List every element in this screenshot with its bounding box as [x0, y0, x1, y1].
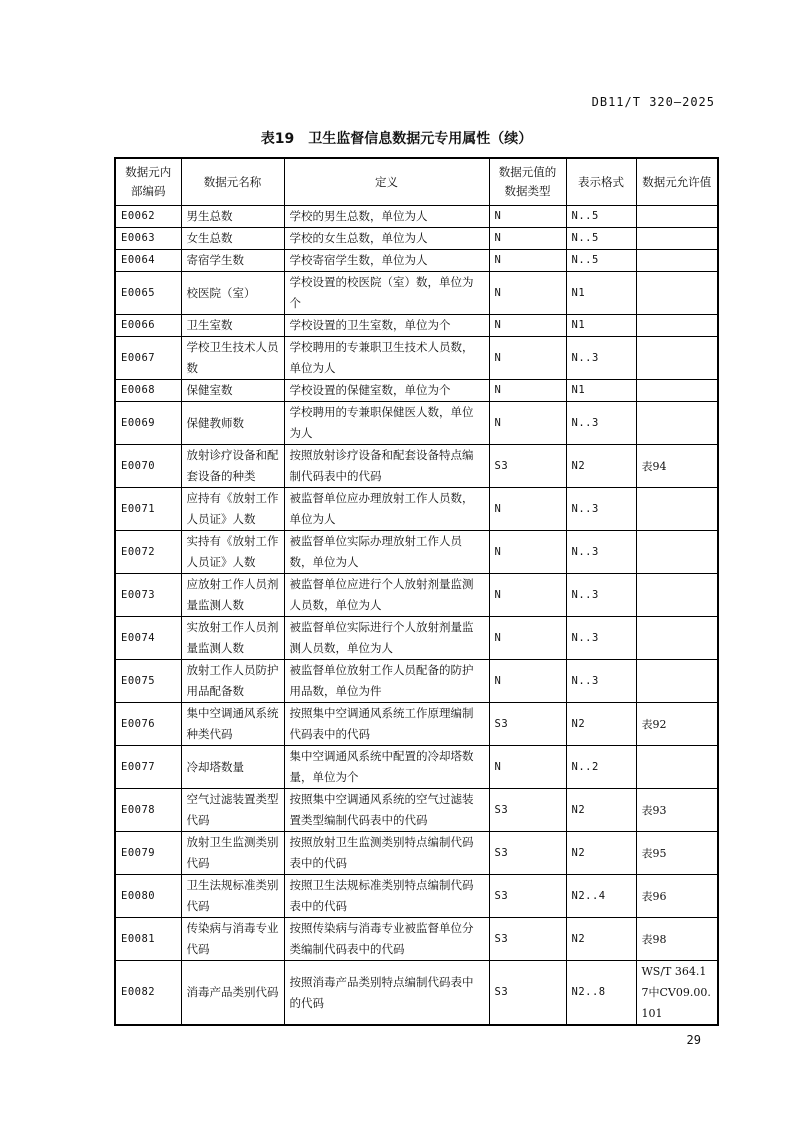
table-row — [115, 380, 718, 402]
cell-format: N..3 — [566, 402, 636, 445]
cell-format: N..5 — [566, 250, 636, 272]
cell-data-type: N — [489, 272, 566, 315]
cell-format: N..5 — [566, 206, 636, 228]
cell-data-type: N — [489, 315, 566, 337]
cell-allowed-values — [636, 574, 718, 617]
cell-allowed-values: 表92 — [636, 703, 718, 746]
cell-code: E0065 — [115, 272, 181, 315]
table-row — [115, 789, 718, 832]
cell-code: E0075 — [115, 660, 181, 703]
header-name: 数据元名称 — [181, 158, 284, 206]
cell-definition: 学校设置的卫生室数，单位为个 — [284, 315, 489, 337]
cell-data-type: S3 — [489, 961, 566, 1026]
cell-allowed-values — [636, 206, 718, 228]
cell-format: N..3 — [566, 617, 636, 660]
cell-definition: 学校设置的保健室数，单位为个 — [284, 380, 489, 402]
cell-name: 校医院（室） — [181, 272, 284, 315]
table-row — [115, 402, 718, 445]
cell-definition: 按照放射诊疗设备和配套设备特点编制代码表中的代码 — [284, 445, 489, 488]
cell-name: 保健教师数 — [181, 402, 284, 445]
cell-definition: 学校的男生总数，单位为人 — [284, 206, 489, 228]
cell-data-type: N — [489, 574, 566, 617]
cell-code: E0070 — [115, 445, 181, 488]
table-row — [115, 703, 718, 746]
cell-data-type: S3 — [489, 703, 566, 746]
header-code: 数据元内部编码 — [115, 158, 181, 206]
cell-definition: 学校寄宿学生数，单位为人 — [284, 250, 489, 272]
cell-format: N2 — [566, 832, 636, 875]
cell-format: N..3 — [566, 488, 636, 531]
cell-data-type: S3 — [489, 832, 566, 875]
cell-allowed-values: WS/T 364.17中CV09.00.101 — [636, 961, 718, 1026]
header-allowed-values: 数据元允许值 — [636, 158, 718, 206]
table-row — [115, 875, 718, 918]
cell-allowed-values — [636, 315, 718, 337]
cell-data-type: N — [489, 206, 566, 228]
table-row — [115, 250, 718, 272]
table-row — [115, 918, 718, 961]
cell-format: N1 — [566, 380, 636, 402]
cell-name: 实放射工作人员剂量监测人数 — [181, 617, 284, 660]
cell-name: 消毒产品类别代码 — [181, 961, 284, 1026]
cell-allowed-values — [636, 228, 718, 250]
cell-name: 空气过滤装置类型代码 — [181, 789, 284, 832]
cell-definition: 被监督单位实际办理放射工作人员数，单位为人 — [284, 531, 489, 574]
cell-data-type: N — [489, 250, 566, 272]
cell-definition: 学校设置的校医院（室）数，单位为个 — [284, 272, 489, 315]
cell-definition: 被监督单位放射工作人员配备的防护用品数，单位为件 — [284, 660, 489, 703]
cell-allowed-values: 表98 — [636, 918, 718, 961]
cell-code: E0073 — [115, 574, 181, 617]
cell-name: 应放射工作人员剂量监测人数 — [181, 574, 284, 617]
table-row — [115, 832, 718, 875]
cell-name: 男生总数 — [181, 206, 284, 228]
cell-definition: 按照集中空调通风系统的空气过滤装置类型编制代码表中的代码 — [284, 789, 489, 832]
data-element-table — [114, 157, 719, 1026]
cell-name: 寄宿学生数 — [181, 250, 284, 272]
cell-format: N2 — [566, 918, 636, 961]
cell-format: N..3 — [566, 660, 636, 703]
cell-format: N2 — [566, 789, 636, 832]
cell-data-type: N — [489, 337, 566, 380]
cell-allowed-values: 表95 — [636, 832, 718, 875]
cell-definition: 集中空调通风系统中配置的冷却塔数量，单位为个 — [284, 746, 489, 789]
cell-allowed-values — [636, 402, 718, 445]
cell-name: 放射诊疗设备和配套设备的种类 — [181, 445, 284, 488]
cell-format: N2 — [566, 703, 636, 746]
cell-code: E0067 — [115, 337, 181, 380]
cell-data-type: S3 — [489, 445, 566, 488]
cell-format: N..3 — [566, 337, 636, 380]
cell-code: E0079 — [115, 832, 181, 875]
cell-allowed-values: 表96 — [636, 875, 718, 918]
cell-allowed-values — [636, 660, 718, 703]
cell-format: N..5 — [566, 228, 636, 250]
cell-name: 卫生法规标准类别代码 — [181, 875, 284, 918]
cell-data-type: N — [489, 617, 566, 660]
cell-code: E0074 — [115, 617, 181, 660]
cell-allowed-values — [636, 337, 718, 380]
cell-data-type: S3 — [489, 875, 566, 918]
cell-definition: 按照放射卫生监测类别特点编制代码表中的代码 — [284, 832, 489, 875]
cell-data-type: S3 — [489, 918, 566, 961]
cell-format: N1 — [566, 315, 636, 337]
cell-definition: 学校聘用的专兼职卫生技术人员数，单位为人 — [284, 337, 489, 380]
page-number: 29 — [686, 1033, 701, 1047]
cell-definition: 被监督单位应办理放射工作人员数，单位为人 — [284, 488, 489, 531]
cell-name: 实持有《放射工作人员证》人数 — [181, 531, 284, 574]
table-row — [115, 531, 718, 574]
cell-code: E0063 — [115, 228, 181, 250]
cell-definition: 按照卫生法规标准类别特点编制代码表中的代码 — [284, 875, 489, 918]
cell-format: N..3 — [566, 531, 636, 574]
table-row — [115, 488, 718, 531]
cell-data-type: N — [489, 531, 566, 574]
cell-code: E0064 — [115, 250, 181, 272]
cell-format: N..2 — [566, 746, 636, 789]
table-row — [115, 272, 718, 315]
cell-name: 放射工作人员防护用品配备数 — [181, 660, 284, 703]
cell-allowed-values — [636, 617, 718, 660]
cell-definition: 学校聘用的专兼职保健医人数，单位为人 — [284, 402, 489, 445]
table-row — [115, 660, 718, 703]
cell-allowed-values — [636, 380, 718, 402]
cell-name: 传染病与消毒专业代码 — [181, 918, 284, 961]
cell-data-type: N — [489, 402, 566, 445]
table-row — [115, 206, 718, 228]
cell-format: N1 — [566, 272, 636, 315]
table-row — [115, 337, 718, 380]
header-format: 表示格式 — [566, 158, 636, 206]
cell-name: 集中空调通风系统种类代码 — [181, 703, 284, 746]
table-row — [115, 961, 718, 1026]
cell-definition: 被监督单位实际进行个人放射剂量监测人员数，单位为人 — [284, 617, 489, 660]
cell-format: N2..4 — [566, 875, 636, 918]
cell-code: E0068 — [115, 380, 181, 402]
cell-definition: 被监督单位应进行个人放射剂量监测人员数，单位为人 — [284, 574, 489, 617]
cell-data-type: S3 — [489, 789, 566, 832]
cell-name: 学校卫生技术人员数 — [181, 337, 284, 380]
table-caption: 表19 卫生监督信息数据元专用属性（续） — [260, 131, 533, 147]
cell-definition: 按照集中空调通风系统工作原理编制代码表中的代码 — [284, 703, 489, 746]
header-data-type: 数据元值的数据类型 — [489, 158, 566, 206]
cell-name: 冷却塔数量 — [181, 746, 284, 789]
cell-definition: 学校的女生总数，单位为人 — [284, 228, 489, 250]
cell-allowed-values: 表93 — [636, 789, 718, 832]
cell-allowed-values — [636, 488, 718, 531]
cell-code: E0062 — [115, 206, 181, 228]
cell-name: 应持有《放射工作人员证》人数 — [181, 488, 284, 531]
cell-allowed-values — [636, 746, 718, 789]
cell-data-type: N — [489, 488, 566, 531]
cell-name: 卫生室数 — [181, 315, 284, 337]
cell-code: E0080 — [115, 875, 181, 918]
cell-format: N..3 — [566, 574, 636, 617]
cell-format: N2 — [566, 445, 636, 488]
table-row — [115, 315, 718, 337]
table-row — [115, 228, 718, 250]
cell-allowed-values — [636, 272, 718, 315]
cell-name: 放射卫生监测类别代码 — [181, 832, 284, 875]
cell-definition: 按照消毒产品类别特点编制代码表中的代码 — [284, 961, 489, 1026]
table-header-row — [115, 158, 718, 206]
cell-data-type: N — [489, 660, 566, 703]
cell-code: E0081 — [115, 918, 181, 961]
cell-data-type: N — [489, 746, 566, 789]
standard-code: DB11/T 320—2025 — [591, 95, 715, 109]
table-row — [115, 746, 718, 789]
cell-code: E0072 — [115, 531, 181, 574]
cell-data-type: N — [489, 380, 566, 402]
cell-name: 保健室数 — [181, 380, 284, 402]
table-row — [115, 617, 718, 660]
cell-code: E0069 — [115, 402, 181, 445]
cell-data-type: N — [489, 228, 566, 250]
cell-allowed-values: 表94 — [636, 445, 718, 488]
cell-allowed-values — [636, 531, 718, 574]
header-definition: 定义 — [284, 158, 489, 206]
cell-format: N2..8 — [566, 961, 636, 1026]
cell-code: E0077 — [115, 746, 181, 789]
cell-code: E0076 — [115, 703, 181, 746]
cell-definition: 按照传染病与消毒专业被监督单位分类编制代码表中的代码 — [284, 918, 489, 961]
cell-code: E0071 — [115, 488, 181, 531]
cell-allowed-values — [636, 250, 718, 272]
cell-name: 女生总数 — [181, 228, 284, 250]
table-row — [115, 445, 718, 488]
table-row — [115, 574, 718, 617]
cell-code: E0066 — [115, 315, 181, 337]
cell-code: E0082 — [115, 961, 181, 1026]
cell-code: E0078 — [115, 789, 181, 832]
